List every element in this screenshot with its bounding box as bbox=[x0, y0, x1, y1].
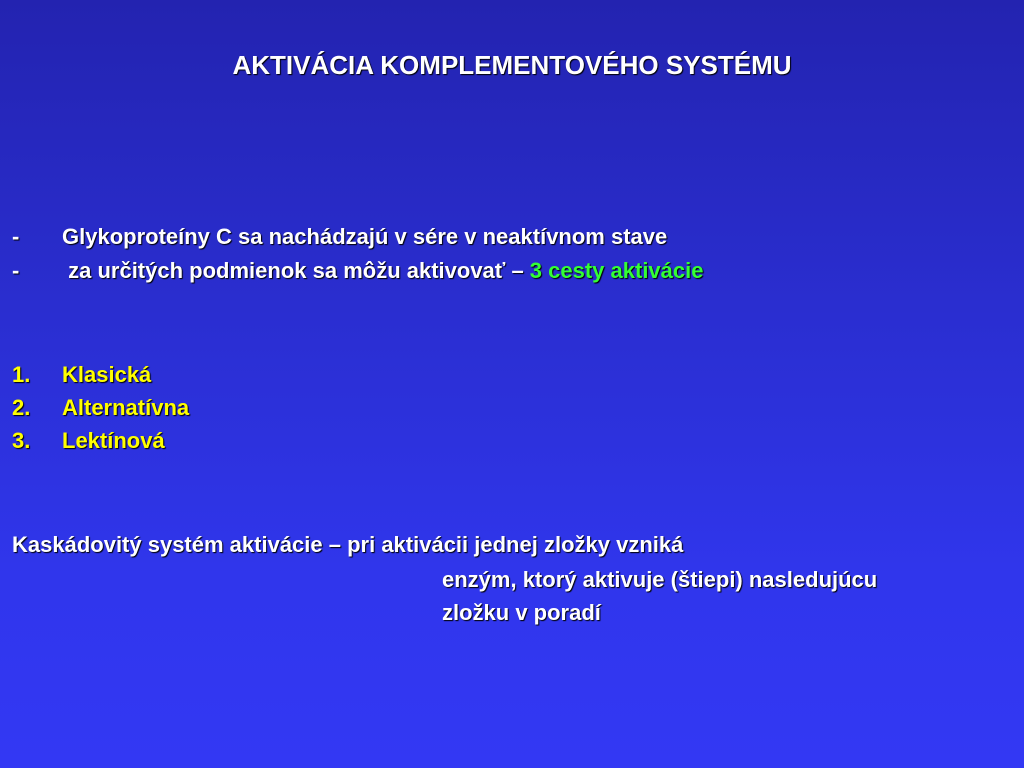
pathway-number: 2. bbox=[12, 395, 31, 420]
cascade-line-1: Kaskádovitý systém aktivácie – pri aktivácii jednej zložky vzniká bbox=[12, 532, 684, 557]
pathway-label: Klasická bbox=[62, 362, 152, 387]
cascade-line-2: enzým, ktorý aktivuje (štiepi) nasledujúcu bbox=[442, 567, 878, 592]
pathway-number: 3. bbox=[12, 428, 31, 453]
bullet-marker: - bbox=[12, 224, 20, 249]
pathway-label: Lektínová bbox=[62, 428, 165, 453]
bullet-highlight: 3 cesty aktivácie bbox=[529, 258, 704, 283]
pathway-item-1 bbox=[12, 362, 151, 388]
bullet-item-2 bbox=[12, 258, 704, 284]
pathway-item-2 bbox=[12, 395, 189, 421]
slide-title: AKTIVÁCIA KOMPLEMENTOVÉHO SYSTÉMU bbox=[232, 50, 792, 80]
bullet-text: za určitých podmienok sa môžu aktivovať – bbox=[62, 258, 530, 283]
pathway-number: 1. bbox=[12, 362, 31, 387]
pathway-item-3 bbox=[12, 428, 165, 454]
bullet-marker: - bbox=[12, 258, 20, 283]
bullet-text: Glykoproteíny C sa nachádzajú v sére v neaktívnom stave bbox=[62, 224, 668, 249]
bullet-item-1 bbox=[12, 224, 667, 250]
cascade-line-3: zložku v poradí bbox=[442, 600, 601, 625]
pathway-label: Alternatívna bbox=[62, 395, 190, 420]
